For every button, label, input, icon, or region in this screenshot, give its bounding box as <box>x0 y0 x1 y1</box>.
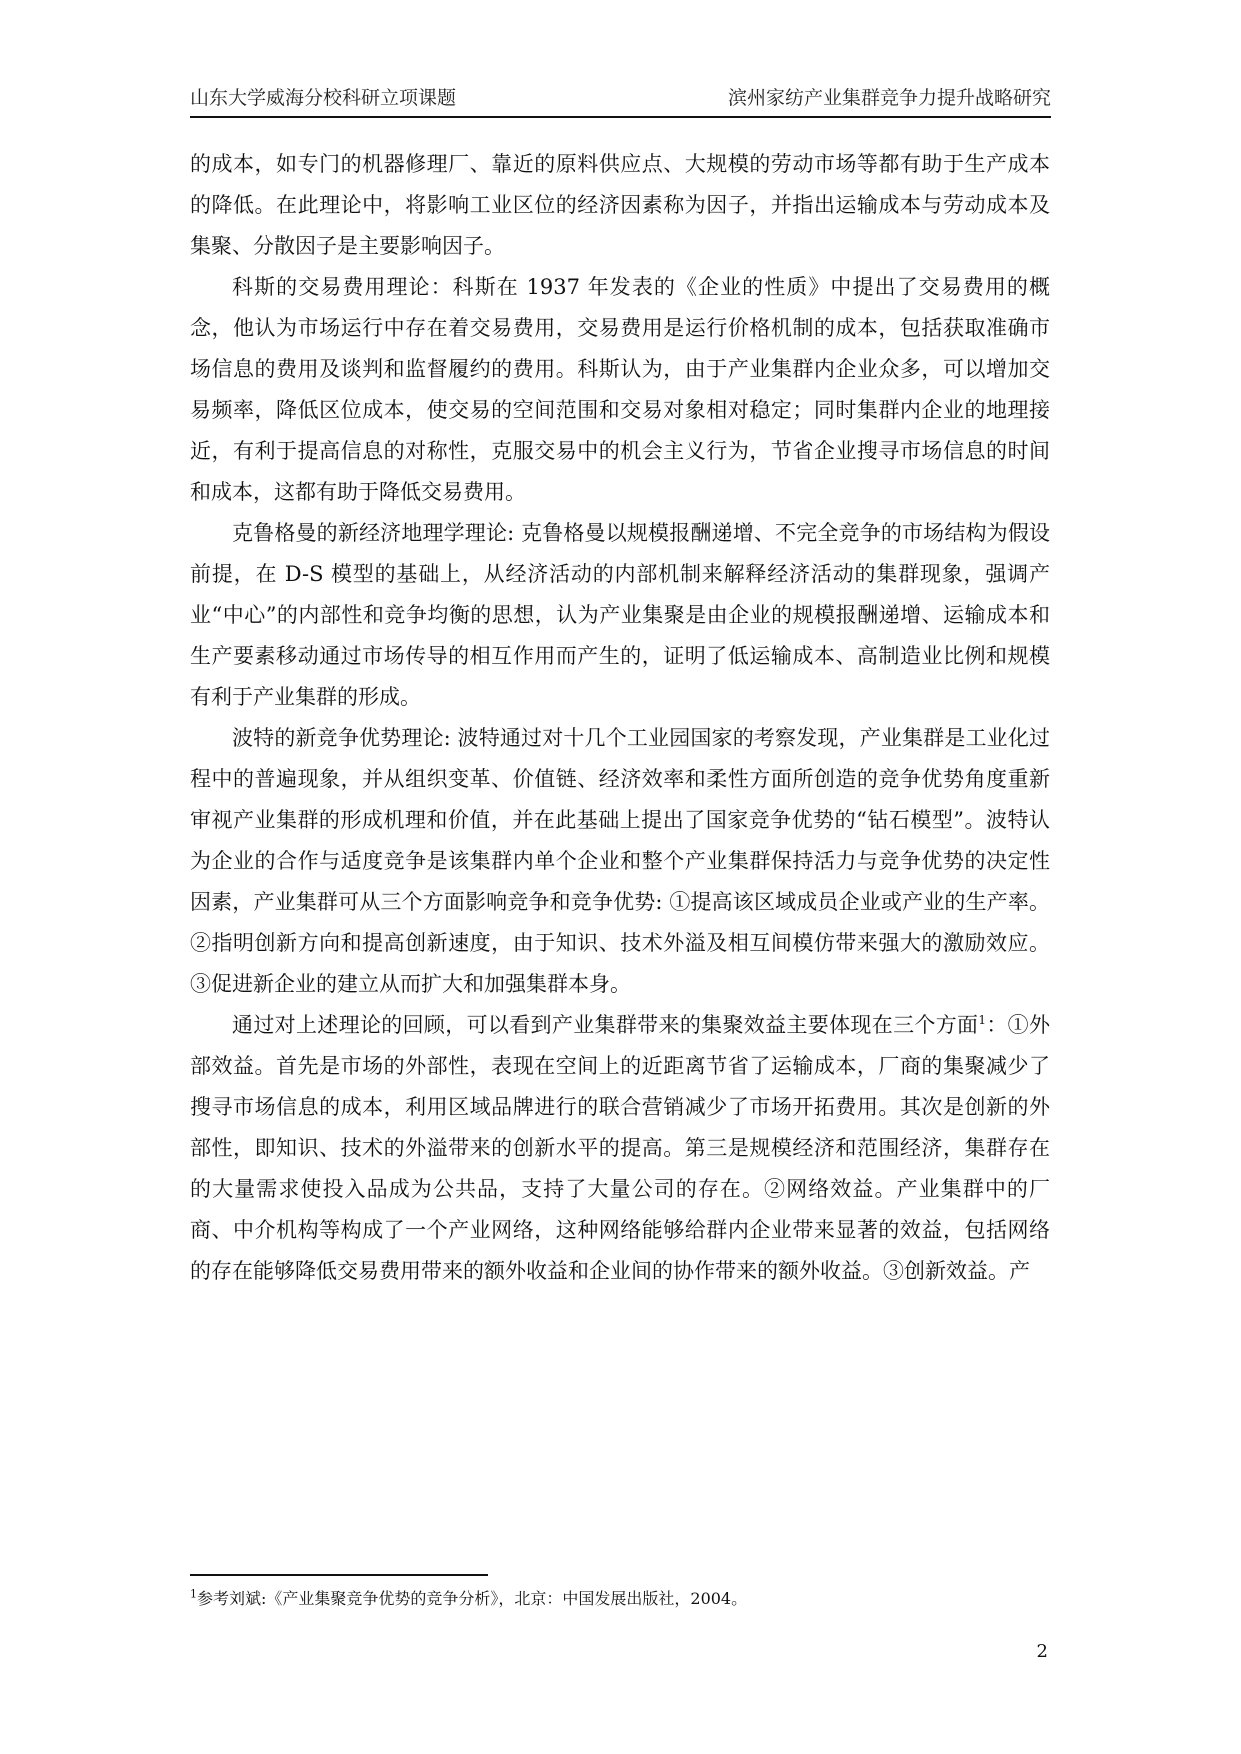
footnote <box>190 1588 747 1610</box>
footnote-separator <box>190 1574 488 1576</box>
paragraph-agglomeration-benefits <box>190 1005 1050 1292</box>
body-text <box>190 144 1050 1292</box>
header-document-title: 滨州家纺产业集群竞争力提升战略研究 <box>727 87 1051 109</box>
footnote-text: 参考刘斌:《产业集聚竞争优势的竞争分析》，北京：中国发展出版社，2004。 <box>197 1589 748 1608</box>
footnote-reference-mark: 1 <box>978 1013 987 1027</box>
paragraph-krugman-theory: 克鲁格曼的新经济地理学理论: 克鲁格曼以规模报酬递增、不完全竞争的市场结构为假设前提，在 D-S 模型的基础上，从经济活动的内部机制来解释经济活动的集群现象，强调产业“中心”的内部性和竞争均衡的思想，认为产业集聚是由企业的规模报酬递增、运输成本和生产要素移动通过市场传导的相互作用而产生的，证明了低运输成本、高制造业比例和规模有利于产业集群的形成。 <box>190 521 1050 709</box>
agglomeration-text-end: ：①外部效益。首先是市场的外部性，表现在空间上的近距离节省了运输成本，厂商的集聚减少了搜寻市场信息的成本，利用区域品牌进行的联合营销减少了市场开拓费用。其次是创新的外部性，即知识、技术的外溢带来的创新水平的提高。第三是规模经济和范围经济，集群存在的大量需求使投入品成为公共品，支持了大量公司的存在。②网络效益。产业集群中的厂商、中介机构等构成了一个产业网络，这种网络能够给群内企业带来显著的效益，包括网络的存在能够降低交易费用带来的额外收益和企业间的协作带来的额外收益。③创新效益。产 <box>190 1013 1051 1283</box>
paragraph-continuation: 的成本，如专门的机器修理厂、靠近的原料供应点、大规模的劳动市场等都有助于生产成本的降低。在此理论中，将影响工业区位的经济因素称为因子，并指出运输成本与劳动成本及集聚、分散因子是主要影响因子。 <box>190 152 1050 258</box>
agglomeration-text-start: 通过对上述理论的回顾，可以看到产业集群带来的集聚效益主要体现在三个方面 <box>232 1013 979 1037</box>
paragraph-coase-theory: 科斯的交易费用理论：科斯在 1937 年发表的《企业的性质》中提出了交易费用的概念，他认为市场运行中存在着交易费用，交易费用是运行价格机制的成本，包括获取准确市场信息的费用及谈判和监督履约的费用。科斯认为，由于产业集群内企业众多，可以增加交易频率，降低区位成本，使交易的空间范围和交易对象相对稳定；同时集群内企业的地理接近，有利于提高信息的对称性，克服交易中的机会主义行为，节省企业搜寻市场信息的时间和成本，这都有助于降低交易费用。 <box>190 275 1050 504</box>
footnote-mark: 1 <box>190 1587 197 1601</box>
header-project-label: 山东大学威海分校科研立项课题 <box>190 87 457 109</box>
running-header <box>190 84 1051 118</box>
page-number: 2 <box>1036 1641 1048 1662</box>
paragraph-porter-theory: 波特的新竞争优势理论: 波特通过对十几个工业园国家的考察发现，产业集群是工业化过程中的普遍现象，并从组织变革、价值链、经济效率和柔性方面所创造的竞争优势角度重新审视产业集群的形成机理和价值，并在此基础上提出了国家竞争优势的“钻石模型”。波特认为企业的合作与适度竞争是该集群内单个企业和整个产业集群保持活力与竞争优势的决定性因素，产业集群可从三个方面影响竞争和竞争优势: ①提高该区域成员企业或产业的生产率。②指明创新方向和提高创新速度，由于知识、技术外溢及相互间模仿带来强大的激励效应。③促进新企业的建立从而扩大和加强集群本身。 <box>190 726 1050 996</box>
